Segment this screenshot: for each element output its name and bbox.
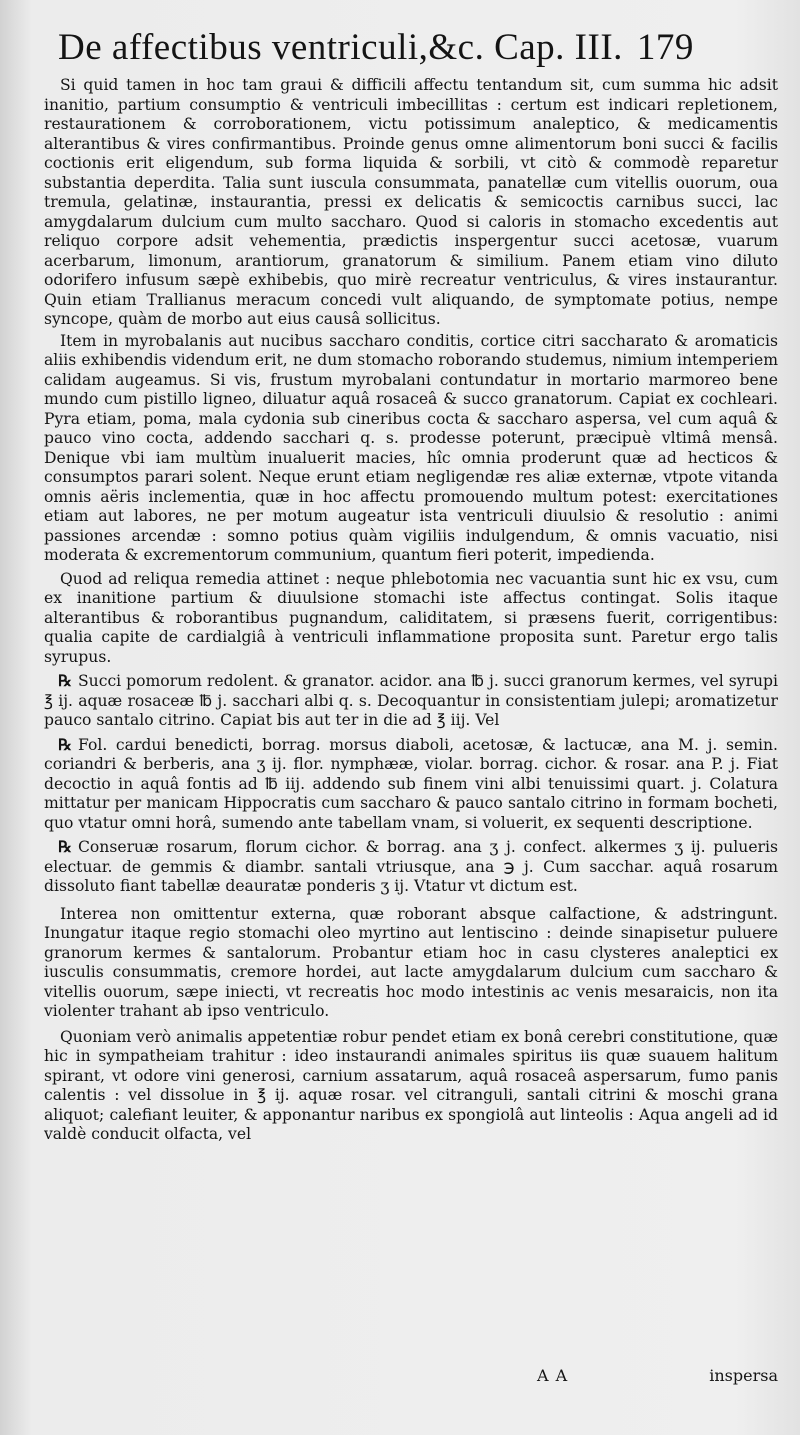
page-number: 179 (636, 27, 694, 68)
paragraph-text: Quod ad reliqua remedia attinet : neque phlebotomia nec vacuantia sunt hic ex vsu, cum ex inanitione partium & diuulsione stomachi iste affectus contingat. Solis itaque alterantibus & roborantibus pugnandum, caliditatem, si præsens fuerit, corrigentibus: qualia capite de cardialgiâ à ventriculi inflammatione proposita sunt. Paretur ergo talis syrupus. (44, 569, 778, 666)
paragraph (44, 905, 778, 1022)
catchword: inspersa (709, 1366, 778, 1385)
recipe (44, 735, 778, 834)
paragraph-text: Item in myrobalanis aut nucibus saccharo conditis, cortice citri saccharato & aromaticis aliis exhibendis videndum erit, ne dum stomacho roborando studemus, nimium intemperiem calidam augeamus. Si vis, frustum myrobalani contundatur in mortario marmoreo bene mundo cum pistillo ligneo, diluatur aquâ rosaceâ & succo granatorum. Capiat ex cochleari. Pyra etiam, poma, mala cydonia sub cineribus cocta & saccharo aspersa, vel cum aquâ & pauco vino cocta, addendo sacchari q. s. prodesse poterunt, præcipuè vltimâ mensâ. Denique vbi iam multùm inualuerit macies, hîc omnia proderunt quæ ad hecticos & consumptos parari solent. Neque erunt etiam negligendæ res aliæ externæ, vtpote vitanda omnis aëris inclementia, quæ in hoc affectu promouendo multum potest: exercitationes etiam aut labores, ne per motum augeatur ista ventriculi diuulsio & resolutio : animi passiones arcendæ : somno potius quàm vigiliis indulgendum, & omnis vacuatio, nisi moderata & excrementorum communium, quantum fieri poterit, impedienda. (44, 331, 778, 564)
paragraph (44, 1028, 778, 1145)
signature-mark: A A (537, 1366, 569, 1385)
recipe (44, 837, 778, 897)
recipe-text: Conseruæ rosarum, florum cichor. & borrag. ana ʒ j. confect. alkermes ʒ ij. pulueris electuar. de gemmis & diambr. santali vtriusque, ana ℈ j. Cum sacchar. aquâ rosarum dissoluto fiant tabellæ deauratæ ponderis ʒ ij. Vtatur vt dictum est. (44, 838, 778, 895)
recipe-symbol-icon: ℞ (58, 837, 72, 856)
recipe-symbol-icon: ℞ (58, 671, 72, 690)
page-title: De affectibus ventriculi,&c. Cap. III. (58, 27, 623, 68)
paragraph-text: Interea non omittentur externa, quæ roborant absque calfactione, & adstringunt. Inungatur itaque regio stomachi oleo myrtino aut lentiscino : deinde sinapisetur puluere granorum kermes & santalorum. Probantur etiam hoc in casu clysteres analeptici ex iusculis consummatis, cremore hordei, aut lacte amygdalarum dulcium cum saccharo & vitellis ouorum, sæpe iniecti, vt recreatis hoc modo intestinis ac venis mesaraicis, non ita violenter trahant ab ipso ventriculo. (44, 904, 778, 1020)
paragraph-text: Si quid tamen in hoc tam graui & difficili affectu tentandum sit, cum summa hic adsit inanitio, partium consumptio & ventriculi imbecillitas : certum est indicari repletionem, restaurationem & corroborationem, victu potissimum analeptico, & medicamentis alterantibus & vires confirmantibus. Proinde genus omne alimentorum boni succi & facilis coctionis erit eligendum, sub forma liquida & sorbili, vt citò & commodè reparetur substantia deperdita. Talia sunt iuscula consummata, panatellæ cum vitellis ouorum, oua tremula, gelatinæ, instaurantia, pressi ex delicatis & semicoctis carnibus succi, lac amygdalarum dulcium cum multo saccharo. Quod si caloris in stomacho excedentis aut reliquo corpore adsit vehementia, prædictis inspergentur succi acetosæ, vuarum acerbarum, limonum, arantiorum, granatorum & similium. Panem etiam vino diluto odorifero infusum sæpè exhibebis, quo mirè recreatur ventriculus, & vires instaurantur. Quin etiam Trallianus meracum concedi vult aliquando, de symptomate potius, nempe syncope, quàm de morbo aut eius causâ sollicitus. (44, 76, 778, 328)
recipe-text: Succi pomorum redolent. & granator. acidor. ana ℔ j. succi granorum kermes, vel syrupi ℥ ij. aquæ rosaceæ ℔ j. sacchari albi q. s. Decoquantur in consistentiam julepi; aromatizetur pauco santalo citrino. Capiat bis aut ter in die ad ℥ iij. Vel (44, 672, 778, 729)
paragraph-text: Quoniam verò animalis appetentiæ robur pendet etiam ex bonâ cerebri constitutione, quæ hic in sympatheiam trahitur : ideo instaurandi animales spiritus iis quæ suauem halitum spirant, vt odore vini generosi, carnium assatarum, aquâ rosaceâ aspersarum, fumo panis calentis : vel dissolue in ℥ ij. aquæ rosar. vel citranguli, santali citrini & moschi grana aliquot; calefiant leuiter, & apponantur naribus ex spongiolâ aut linteolis : Aqua angeli ad id valdè conducit olfacta, vel (44, 1027, 778, 1143)
recipe (44, 671, 778, 731)
running-header (44, 26, 778, 76)
recipe-symbol-icon: ℞ (58, 734, 72, 754)
recipe-text: Fol. cardui benedicti, borrag. morsus diaboli, acetosæ, & lactucæ, ana M. j. semin. coriandri & berberis, ana ʒ ij. flor. nymphææ, violar. borrag. cichor. & rosar. ana P. j. Fiat decoctio in aquâ fontis ad ℔ iij. addendo sub finem vini albi tenuissimi quart. j. Colatura mittatur per manicam Hippocratis cum saccharo & pauco santalo citrino in formam bocheti, quo vtatur omni horâ, sumendo ante tabellam vnam, si voluerit, ex sequenti descriptione. (44, 735, 778, 832)
paragraph (44, 76, 778, 330)
paragraph (44, 570, 778, 668)
paragraph (44, 332, 778, 566)
